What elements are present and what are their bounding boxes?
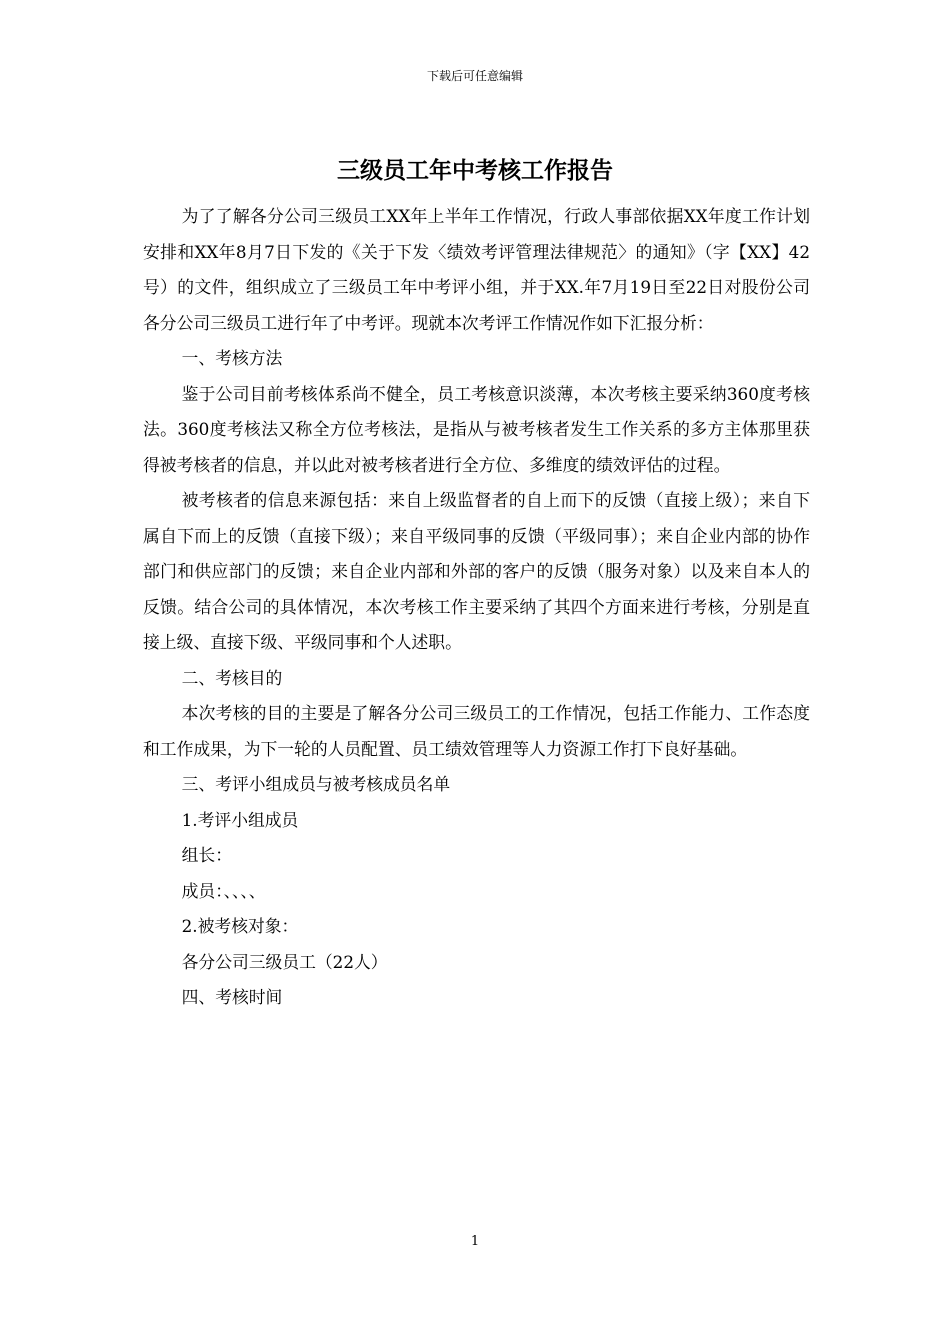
purpose-paragraph: 本次考核的目的主要是了解各分公司三级员工的工作情况，包括工作能力、工作态度和工作成果，为下一轮的人员配置、员工绩效管理等人力资源工作打下良好基础。 <box>143 703 810 759</box>
committee-members: 成员：、、、、 <box>181 880 266 901</box>
subheading-committee: 1.考评小组成员 <box>181 809 299 830</box>
info-sources-paragraph: 被考核者的信息来源包括：来自上级监督者的自上而下的反馈（直接上级）；来自下属自下而上的反馈（直接下级）；来自平级同事的反馈（平级同事）；来自企业内部的协作部门和供应部门的反馈；来自企业内部和外部的客户的反馈（服务对象）以及来自本人的反馈。结合公司的具体情况，本次考核工作主要采纳了其四个方面来进行考核，分别是直接上级、直接下级、平级同事和个人述职。 <box>143 490 810 652</box>
method-paragraph: 鉴于公司目前考核体系尚不健全，员工考核意识淡薄，本次考核主要采纳360度考核法。360度考核法又称全方位考核法，是指从与被考核者发生工作关系的多方主体那里获得被考核者的信息，并以此对被考核者进行全方位、多维度的绩效评估的过程。 <box>143 383 810 475</box>
document-body <box>143 199 810 1016</box>
page-number: 1 <box>470 1234 480 1249</box>
section-heading-time: 四、考核时间 <box>181 987 283 1007</box>
committee-leader: 组长： <box>181 845 232 865</box>
subheading-targets: 2.被考核对象： <box>181 916 299 936</box>
section-heading-purpose: 二、考核目的 <box>181 667 283 688</box>
section-heading-members: 三、考评小组成员与被考核成员名单 <box>181 774 451 794</box>
section-heading-method: 一、考核方法 <box>181 348 283 368</box>
targets-list: 各分公司三级员工（22人） <box>181 951 388 972</box>
intro-paragraph: 为了了解各分公司三级员工XX年上半年工作情况，行政人事部依据XX年度工作计划安排和XX年8月7日下发的《关于下发〈绩效考评管理法律规范〉的通知》（字【XX】42号）的文件，组织成立了三级员工年中考评小组，并于XX.年7月19日至22日对股份公司各分公司三级员工进行年了中考评。现就本次考评工作情况作如下汇报分析： <box>143 206 810 333</box>
document-title: 三级员工年中考核工作报告 <box>337 157 613 184</box>
header-note: 下载后可任意编辑 <box>426 69 523 83</box>
